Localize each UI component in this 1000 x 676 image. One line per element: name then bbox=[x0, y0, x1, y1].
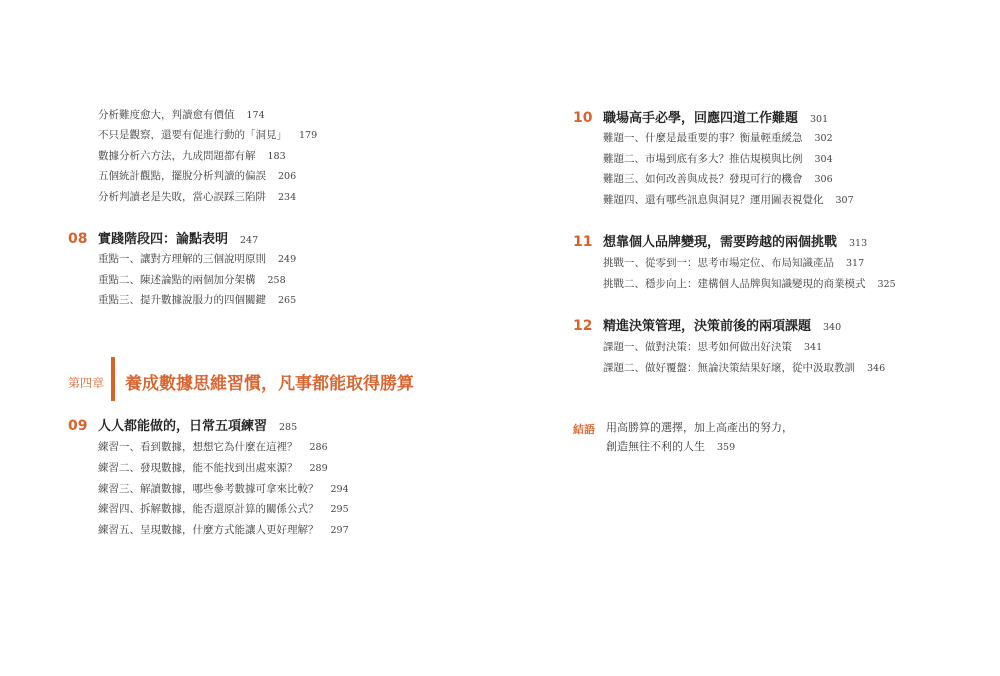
chapter-10-heading[interactable] bbox=[573, 107, 828, 126]
toc-item[interactable]: 挑戰二、穩步向上：建構個人品牌與知識變現的商業模式 325 bbox=[603, 278, 896, 290]
chapter-number: 12 bbox=[573, 318, 593, 334]
chapter-number: 11 bbox=[573, 234, 593, 250]
part-divider-bar bbox=[111, 357, 115, 401]
toc-item[interactable]: 分析判讀老是失敗，當心誤踩三陷阱 234 bbox=[98, 191, 297, 203]
chapter-number: 10 bbox=[573, 110, 593, 126]
toc-item[interactable]: 數據分析六方法，九成問題都有解 183 bbox=[98, 150, 286, 162]
toc-item[interactable]: 練習三、解讀數據，哪些參考數據可拿來比較？ 294 bbox=[98, 483, 349, 495]
chapter-title: 實踐階段四：論點表明 bbox=[98, 232, 229, 247]
toc-item[interactable]: 分析難度愈大，判讀愈有價值 174 bbox=[98, 109, 265, 121]
toc-item[interactable]: 難題四、還有哪些訊息與洞見？運用圖表視覺化 307 bbox=[603, 194, 854, 206]
epilogue-label: 結語 bbox=[573, 423, 595, 436]
chapter-title: 想靠個人品牌變現，需要跨越的兩個挑戰 bbox=[603, 235, 838, 250]
toc-item[interactable]: 難題三、如何改善與成長？發現可行的機會 306 bbox=[603, 173, 833, 185]
toc-item[interactable]: 課題一、做對決策：思考如何做出好決策 341 bbox=[603, 341, 823, 353]
toc-item[interactable]: 不只是觀察，還要有促進行動的「洞見」 179 bbox=[98, 129, 318, 141]
page-number: 247 bbox=[240, 235, 259, 246]
toc-item[interactable]: 難題二、市場到底有多大？推估規模與比例 304 bbox=[603, 153, 833, 165]
chapter-12-heading[interactable] bbox=[573, 315, 841, 334]
chapter-title: 人人都能做的，日常五項練習 bbox=[98, 419, 268, 434]
page-number: 313 bbox=[849, 238, 868, 249]
page-number: 301 bbox=[810, 114, 829, 125]
chapter-title: 職場高手必學，回應四道工作難題 bbox=[603, 111, 799, 126]
epilogue-title-line-2: 創造無往不利的人生 359 bbox=[606, 440, 736, 453]
page-number: 340 bbox=[823, 322, 842, 333]
chapter-number: 09 bbox=[68, 418, 88, 434]
toc-item[interactable]: 五個統計觀點，擺脫分析判讀的偏誤 206 bbox=[98, 170, 297, 182]
page-number: 359 bbox=[717, 442, 736, 453]
chapter-11-heading[interactable] bbox=[573, 231, 867, 250]
toc-item[interactable]: 難題一、什麼是最重要的事？衡量輕重緩急 302 bbox=[603, 132, 833, 144]
chapter-title: 精進決策管理，決策前後的兩項課題 bbox=[603, 319, 812, 334]
toc-item[interactable]: 重點二、陳述論點的兩個加分架構 258 bbox=[98, 274, 286, 286]
epilogue-title-line-1: 用高勝算的選擇，加上高產出的努力， bbox=[606, 421, 793, 434]
toc-item[interactable]: 挑戰一、從零到一：思考市場定位、布局知識產品 317 bbox=[603, 257, 865, 269]
toc-item[interactable]: 練習五、呈現數據，什麼方式能讓人更好理解？ 297 bbox=[98, 524, 349, 536]
page-number: 285 bbox=[279, 422, 298, 433]
toc-item[interactable]: 重點三、提升數據說服力的四個關鍵 265 bbox=[98, 294, 297, 306]
toc-item[interactable]: 練習二、發現數據，能不能找到出處來源？ 289 bbox=[98, 462, 328, 474]
chapter-09-heading[interactable] bbox=[68, 415, 297, 434]
toc-item[interactable]: 課題二、做好覆盤：無論決策結果好壞，從中汲取教訓 346 bbox=[603, 362, 886, 374]
part-label: 第四章 bbox=[68, 376, 105, 390]
chapter-number: 08 bbox=[68, 231, 88, 247]
part-title: 養成數據思維習慣，凡事都能取得勝算 bbox=[125, 374, 414, 394]
toc-item[interactable]: 練習一、看到數據，想想它為什麼在這裡？ 286 bbox=[98, 441, 328, 453]
toc-item[interactable]: 重點一、讓對方理解的三個說明原則 249 bbox=[98, 253, 297, 265]
toc-item[interactable]: 練習四、拆解數據，能否還原計算的關係公式？ 295 bbox=[98, 503, 349, 515]
chapter-08-heading[interactable] bbox=[68, 228, 258, 247]
